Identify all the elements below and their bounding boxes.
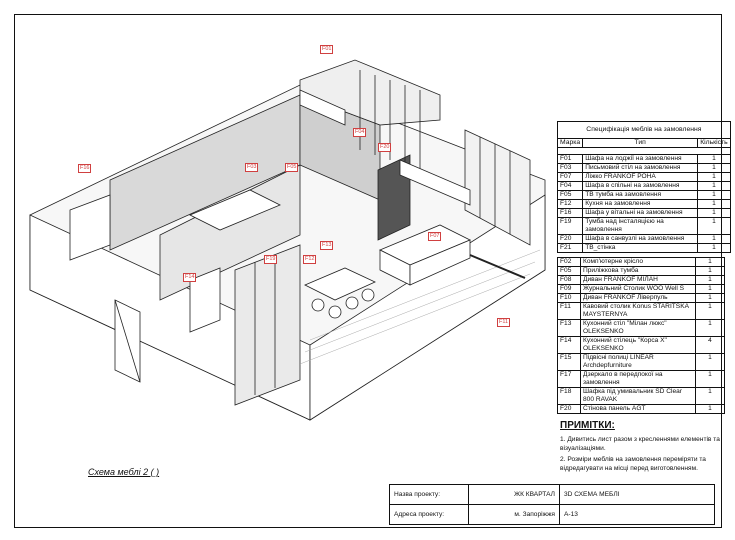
spec-row	[558, 182, 731, 191]
spec-qty: 1	[696, 267, 725, 276]
tag-f13: F13	[322, 242, 332, 248]
sheet-number: А-13	[560, 505, 715, 525]
spec-mark: F15	[558, 354, 581, 371]
spec-mark: F08	[558, 276, 581, 285]
spec-qty: 1	[698, 235, 731, 244]
spec-mark: F09	[558, 285, 581, 294]
spec-type: Письмовий стіл на замовлення	[583, 164, 698, 173]
drawing-caption: Схема меблі 2 ( )	[88, 467, 160, 477]
spec-qty: 1	[696, 303, 725, 320]
spec-row	[558, 303, 725, 320]
spec-table-custom	[557, 121, 731, 253]
spec-qty: 1	[698, 155, 731, 164]
spec-row	[558, 155, 731, 164]
spec-type: Шафа у вітальні на замовлення	[583, 209, 698, 218]
spec-qty: 1	[696, 405, 725, 414]
spec-mark: F21	[558, 244, 583, 253]
spec-row	[558, 191, 731, 200]
spec-type: Журнальний Столик WOO Well S	[581, 285, 696, 294]
spec-mark: F20	[558, 235, 583, 244]
spacer-row	[558, 148, 731, 155]
spec-mark: F16	[558, 209, 583, 218]
spec-row	[558, 388, 725, 405]
spec-qty: 1	[696, 388, 725, 405]
spec-row	[558, 258, 725, 267]
spec-mark: F12	[558, 200, 583, 209]
spec-qty: 1	[698, 200, 731, 209]
spec-mark: F02	[558, 258, 581, 267]
spec-row	[558, 244, 731, 253]
spec-row	[558, 173, 731, 182]
spec-mark: F05	[558, 267, 581, 276]
spec-qty: 1	[698, 182, 731, 191]
spec-qty: 1	[696, 371, 725, 388]
spec-row	[558, 371, 725, 388]
spec-type: Кавовий столик Konus STARITSKA MAYSTERNYA	[581, 303, 696, 320]
spec-type: Диван FRANKOF МІЛАН	[581, 276, 696, 285]
spec-row	[558, 267, 725, 276]
spec-type: Кухонний стілець "Корса Х" OLEKSENKO	[581, 337, 696, 354]
chair	[362, 289, 374, 301]
tag-f16: F16	[80, 165, 90, 171]
address-value: м. Запоріжжя	[469, 505, 560, 525]
spec-qty: 1	[698, 209, 731, 218]
spec-row	[558, 354, 725, 371]
notes-title: ПРИМІТКИ:	[560, 420, 615, 431]
tag-f03: F03	[247, 164, 257, 170]
spec-qty: 1	[696, 276, 725, 285]
spec-row	[558, 276, 725, 285]
spec-mark: F07	[558, 173, 583, 182]
spec-qty: 1	[698, 218, 731, 235]
spec-type: Шафка під умивальник SD Clear 800 RAVAK	[581, 388, 696, 405]
spec-mark: F14	[558, 337, 581, 354]
spec-qty: 1	[698, 164, 731, 173]
spec-qty: 1	[698, 244, 731, 253]
spec-qty: 1	[698, 191, 731, 200]
spec-type: Приліжкова тумба	[581, 267, 696, 276]
spec-type: Кухня на замовлення	[583, 200, 698, 209]
spec-row	[558, 405, 725, 414]
spec-mark: F01	[558, 155, 583, 164]
chair	[329, 306, 341, 318]
spec-type: Шафа на лоджії на замовлення	[583, 155, 698, 164]
header-type: Тип	[583, 139, 698, 148]
spec-type: Дзеркало в передпокої на замовлення	[581, 371, 696, 388]
spec-type: Шафа в санвузлі на замовлення	[583, 235, 698, 244]
chair	[346, 297, 358, 309]
spec-table-purchased	[557, 257, 725, 414]
spec-qty: 1	[696, 285, 725, 294]
tag-f01: F01	[322, 46, 332, 52]
spec-type: Підвісні полиці LINEAR Archdepfurniture	[581, 354, 696, 371]
spec-mark: F11	[558, 303, 581, 320]
spec-row	[558, 218, 731, 235]
chair	[312, 299, 324, 311]
spec-row	[558, 285, 725, 294]
address-label: Адреса проекту:	[390, 505, 469, 525]
header-mark: Марка	[558, 139, 583, 148]
spec-mark: F20	[558, 405, 581, 414]
project-label: Назва проекту:	[390, 485, 469, 505]
spec-mark: F03	[558, 164, 583, 173]
tag-f20: F20	[380, 144, 390, 150]
tag-f05: F05	[287, 164, 297, 170]
spec-type: ТВ тумба на замовлення	[583, 191, 698, 200]
header-qty: Кількість	[698, 139, 731, 148]
spec-row	[558, 209, 731, 218]
spec-mark: F19	[558, 218, 583, 235]
tag-f11: F11	[499, 319, 509, 325]
spec-qty: 1	[696, 354, 725, 371]
spec-type: ТВ_стінка	[583, 244, 698, 253]
project-value: ЖК КВАРТАЛ	[469, 485, 560, 505]
spec-mark: F18	[558, 388, 581, 405]
tag-f19: F19	[266, 256, 276, 262]
spec-mark: F04	[558, 182, 583, 191]
spec-type: Диван FRANKOF Ліверпуль	[581, 294, 696, 303]
spec-type: Тумба над інсталяцією на замовлення	[583, 218, 698, 235]
spec-qty: 1	[696, 320, 725, 337]
spec-qty: 1	[698, 173, 731, 182]
spec-type: Ліжко FRANKOF РОНА	[583, 173, 698, 182]
spec-row	[558, 337, 725, 354]
spec-title: Специфікація меблів на замовлення	[558, 122, 731, 139]
spec-qty: 4	[696, 337, 725, 354]
spec-type: Стінова панель AGT	[581, 405, 696, 414]
spec-mark: F10	[558, 294, 581, 303]
spec-type: Комп'ютерне крісло	[581, 258, 696, 267]
note-2: 2. Розміри меблів на замовлення переміряти та відредагувати на місці перед виготовленням.	[560, 456, 706, 472]
sheet-name: 3D СХЕМА МЕБЛІ	[560, 485, 715, 505]
tag-f04: F04	[355, 129, 365, 135]
spec-mark: F05	[558, 191, 583, 200]
spec-type: Кухонний стіл "Мілан люкс" OLEKSENKO	[581, 320, 696, 337]
title-block	[389, 484, 715, 525]
note-1: 1. Дивитись лист разом з кресленнями елементів та візуалізаціями.	[560, 436, 720, 452]
spec-row	[558, 320, 725, 337]
spec-qty: 1	[696, 258, 725, 267]
spec-mark: F13	[558, 320, 581, 337]
spec-qty: 1	[696, 294, 725, 303]
spec-row	[558, 164, 731, 173]
spec-type: Шафа в спільні на замовлення	[583, 182, 698, 191]
bathroom-shower	[235, 245, 300, 405]
spec-row	[558, 200, 731, 209]
spec-row	[558, 235, 731, 244]
spec-mark: F17	[558, 371, 581, 388]
tag-f07: F07	[430, 233, 440, 239]
tag-f14: F14	[185, 274, 195, 280]
tag-f12: F12	[305, 256, 315, 262]
spec-row	[558, 294, 725, 303]
